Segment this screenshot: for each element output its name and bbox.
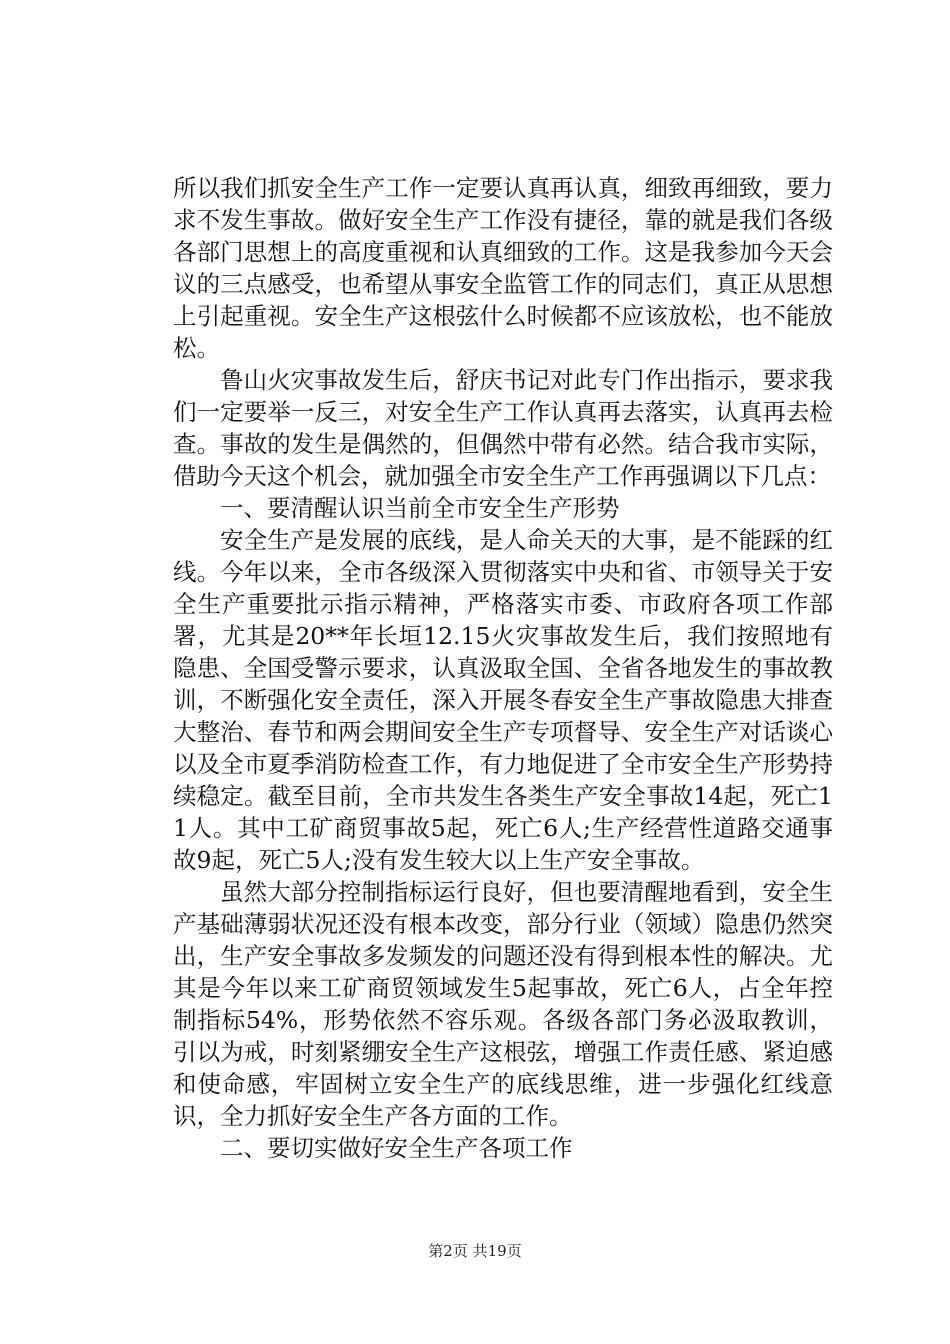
- section-heading-1: 一、要清醒认识当前全市安全生产形势: [220, 494, 620, 522]
- paragraph-1: 所以我们抓安全生产工作一定要认真再认真，细致再细致，要力求不发生事故。做好安全生产工作没有捷径，靠的就是我们各级各部门思想上的高度重视和认真细致的工作。这是我参加今天会议的三点感受，也希望从事安全监管工作的同志们，真正从思想上引起重视。安全生产这根弦什么时候都不应该放松，也不能放松。: [173, 174, 833, 362]
- paragraph-3: 安全生产是发展的底线，是人命关天的大事，是不能踩的红线。今年以来，全市各级深入贯彻落实中央和省、市领导关于安全生产重要批示指示精神，严格落实市委、市政府各项工作部署，尤其是20**年长垣12.15火灾事故发生后，我们按照地有隐患、全国受警示要求，认真汲取全国、全省各地发生的事故教训，不断强化安全责任，深入开展冬春安全生产事故隐患大排查大整治、春节和两会期间安全生产专项督导、安全生产对话谈心以及全市夏季消防检查工作，有力地促进了全市安全生产形势持续稳定。截至目前，全市共发生各类生产安全事故14起，死亡11人。其中工矿商贸事故5起，死亡6人;生产经营性道路交通事故9起，死亡5人;没有发生较大以上生产安全事故。: [173, 526, 833, 874]
- paragraph-2: 鲁山火灾事故发生后，舒庆书记对此专门作出指示，要求我们一定要举一反三，对安全生产工作认真再去落实，认真再去检查。事故的发生是偶然的，但偶然中带有必然。结合我市实际，借助今天这个机会，就加强全市安全生产工作再强调以下几点：: [173, 366, 833, 490]
- section-heading-2: 二、要切实做好安全生产各项工作: [220, 1134, 573, 1162]
- paragraph-4: 虽然大部分控制指标运行良好，但也要清醒地看到，安全生产基础薄弱状况还没有根本改变，部分行业（领域）隐患仍然突出，生产安全事故多发频发的问题还没有得到根本性的解决。尤其是今年以来工矿商贸领域发生5起事故，死亡6人，占全年控制指标54%，形势依然不容乐观。各级各部门务必汲取教训，引以为戒，时刻紧绷安全生产这根弦，增强工作责任感、紧迫感和使命感，牢固树立安全生产的底线思维，进一步强化红线意识，全力抓好安全生产各方面的工作。: [173, 878, 833, 1130]
- page-number: 第2页 共19页: [428, 1242, 522, 1260]
- page-footer: [0, 1241, 950, 1261]
- document-body: [173, 172, 833, 1164]
